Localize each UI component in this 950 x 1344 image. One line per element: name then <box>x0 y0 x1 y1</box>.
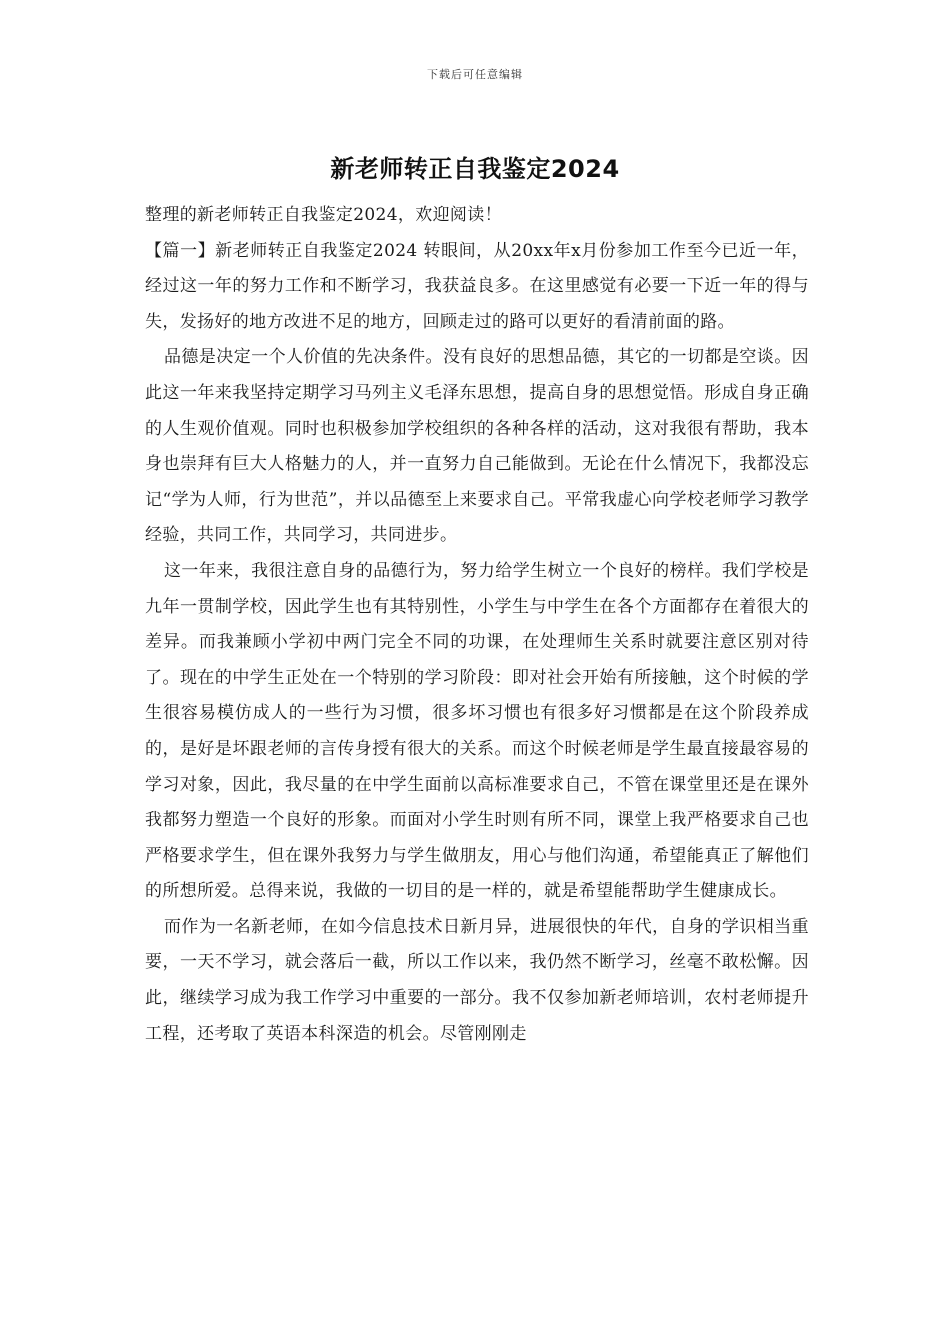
body-paragraph: 【篇一】新老师转正自我鉴定2024 转眼间，从20xx年x月份参加工作至今已近一年，经过这一年的努力工作和不断学习，我获益良多。在这里感觉有必要一下近一年的得与失，发扬好的地方改进不足的地方，回顾走过的路可以更好的看清前面的路。 <box>145 240 809 332</box>
intro-paragraph: 整理的新老师转正自我鉴定2024，欢迎阅读！ <box>145 205 502 225</box>
header-note: 下载后可任意编辑 <box>427 68 523 81</box>
body-paragraph: 而作为一名新老师，在如今信息技术日新月异，进展很快的年代，自身的学识相当重要，一天不学习，就会落后一截，所以工作以来，我仍然不断学习，丝毫不敢松懈。因此，继续学习成为我工作学习中重要的一部分。我不仅参加新老师培训，农村老师提升工程，还考取了英语本科深造的机会。尽管刚刚走 <box>145 916 809 1044</box>
body-paragraph: 品德是决定一个人价值的先决条件。没有良好的思想品德，其它的一切都是空谈。因此这一年来我坚持定期学习马列主义毛泽东思想，提高自身的思想觉悟。形成自身正确的人生观价值观。同时也积极参加学校组织的各种各样的活动，这对我很有帮助，我本身也崇拜有巨大人格魅力的人，并一直努力自己能做到。无论在什么情况下，我都没忘记“学为人师，行为世范”，并以品德至上来要求自己。平常我虚心向学校老师学习教学经验，共同工作，共同学习，共同进步。 <box>145 347 809 546</box>
document-body <box>145 198 809 1052</box>
body-paragraph: 这一年来，我很注意自身的品德行为，努力给学生树立一个良好的榜样。我们学校是九年一贯制学校，因此学生也有其特别性，小学生与中学生在各个方面都存在着很大的差异。而我兼顾小学初中两门完全不同的功课，在处理师生关系时就要注意区别对待了。现在的中学生正处在一个特别的学习阶段：即对社会开始有所接触，这个时候的学生很容易模仿成人的一些行为习惯，很多坏习惯也有很多好习惯都是在这个阶段养成的，是好是坏跟老师的言传身授有很大的关系。而这个时候老师是学生最直接最容易的学习对象，因此，我尽量的在中学生面前以高标准要求自己，不管在课堂里还是在课外我都努力塑造一个良好的形象。而面对小学生时则有所不同，课堂上我严格要求自己也严格要求学生，但在课外我努力与学生做朋友，用心与他们沟通，希望能真正了解他们的所想所爱。总得来说，我做的一切目的是一样的，就是希望能帮助学生健康成长。 <box>145 560 809 902</box>
document-title: 新老师转正自我鉴定2024 <box>330 155 620 183</box>
